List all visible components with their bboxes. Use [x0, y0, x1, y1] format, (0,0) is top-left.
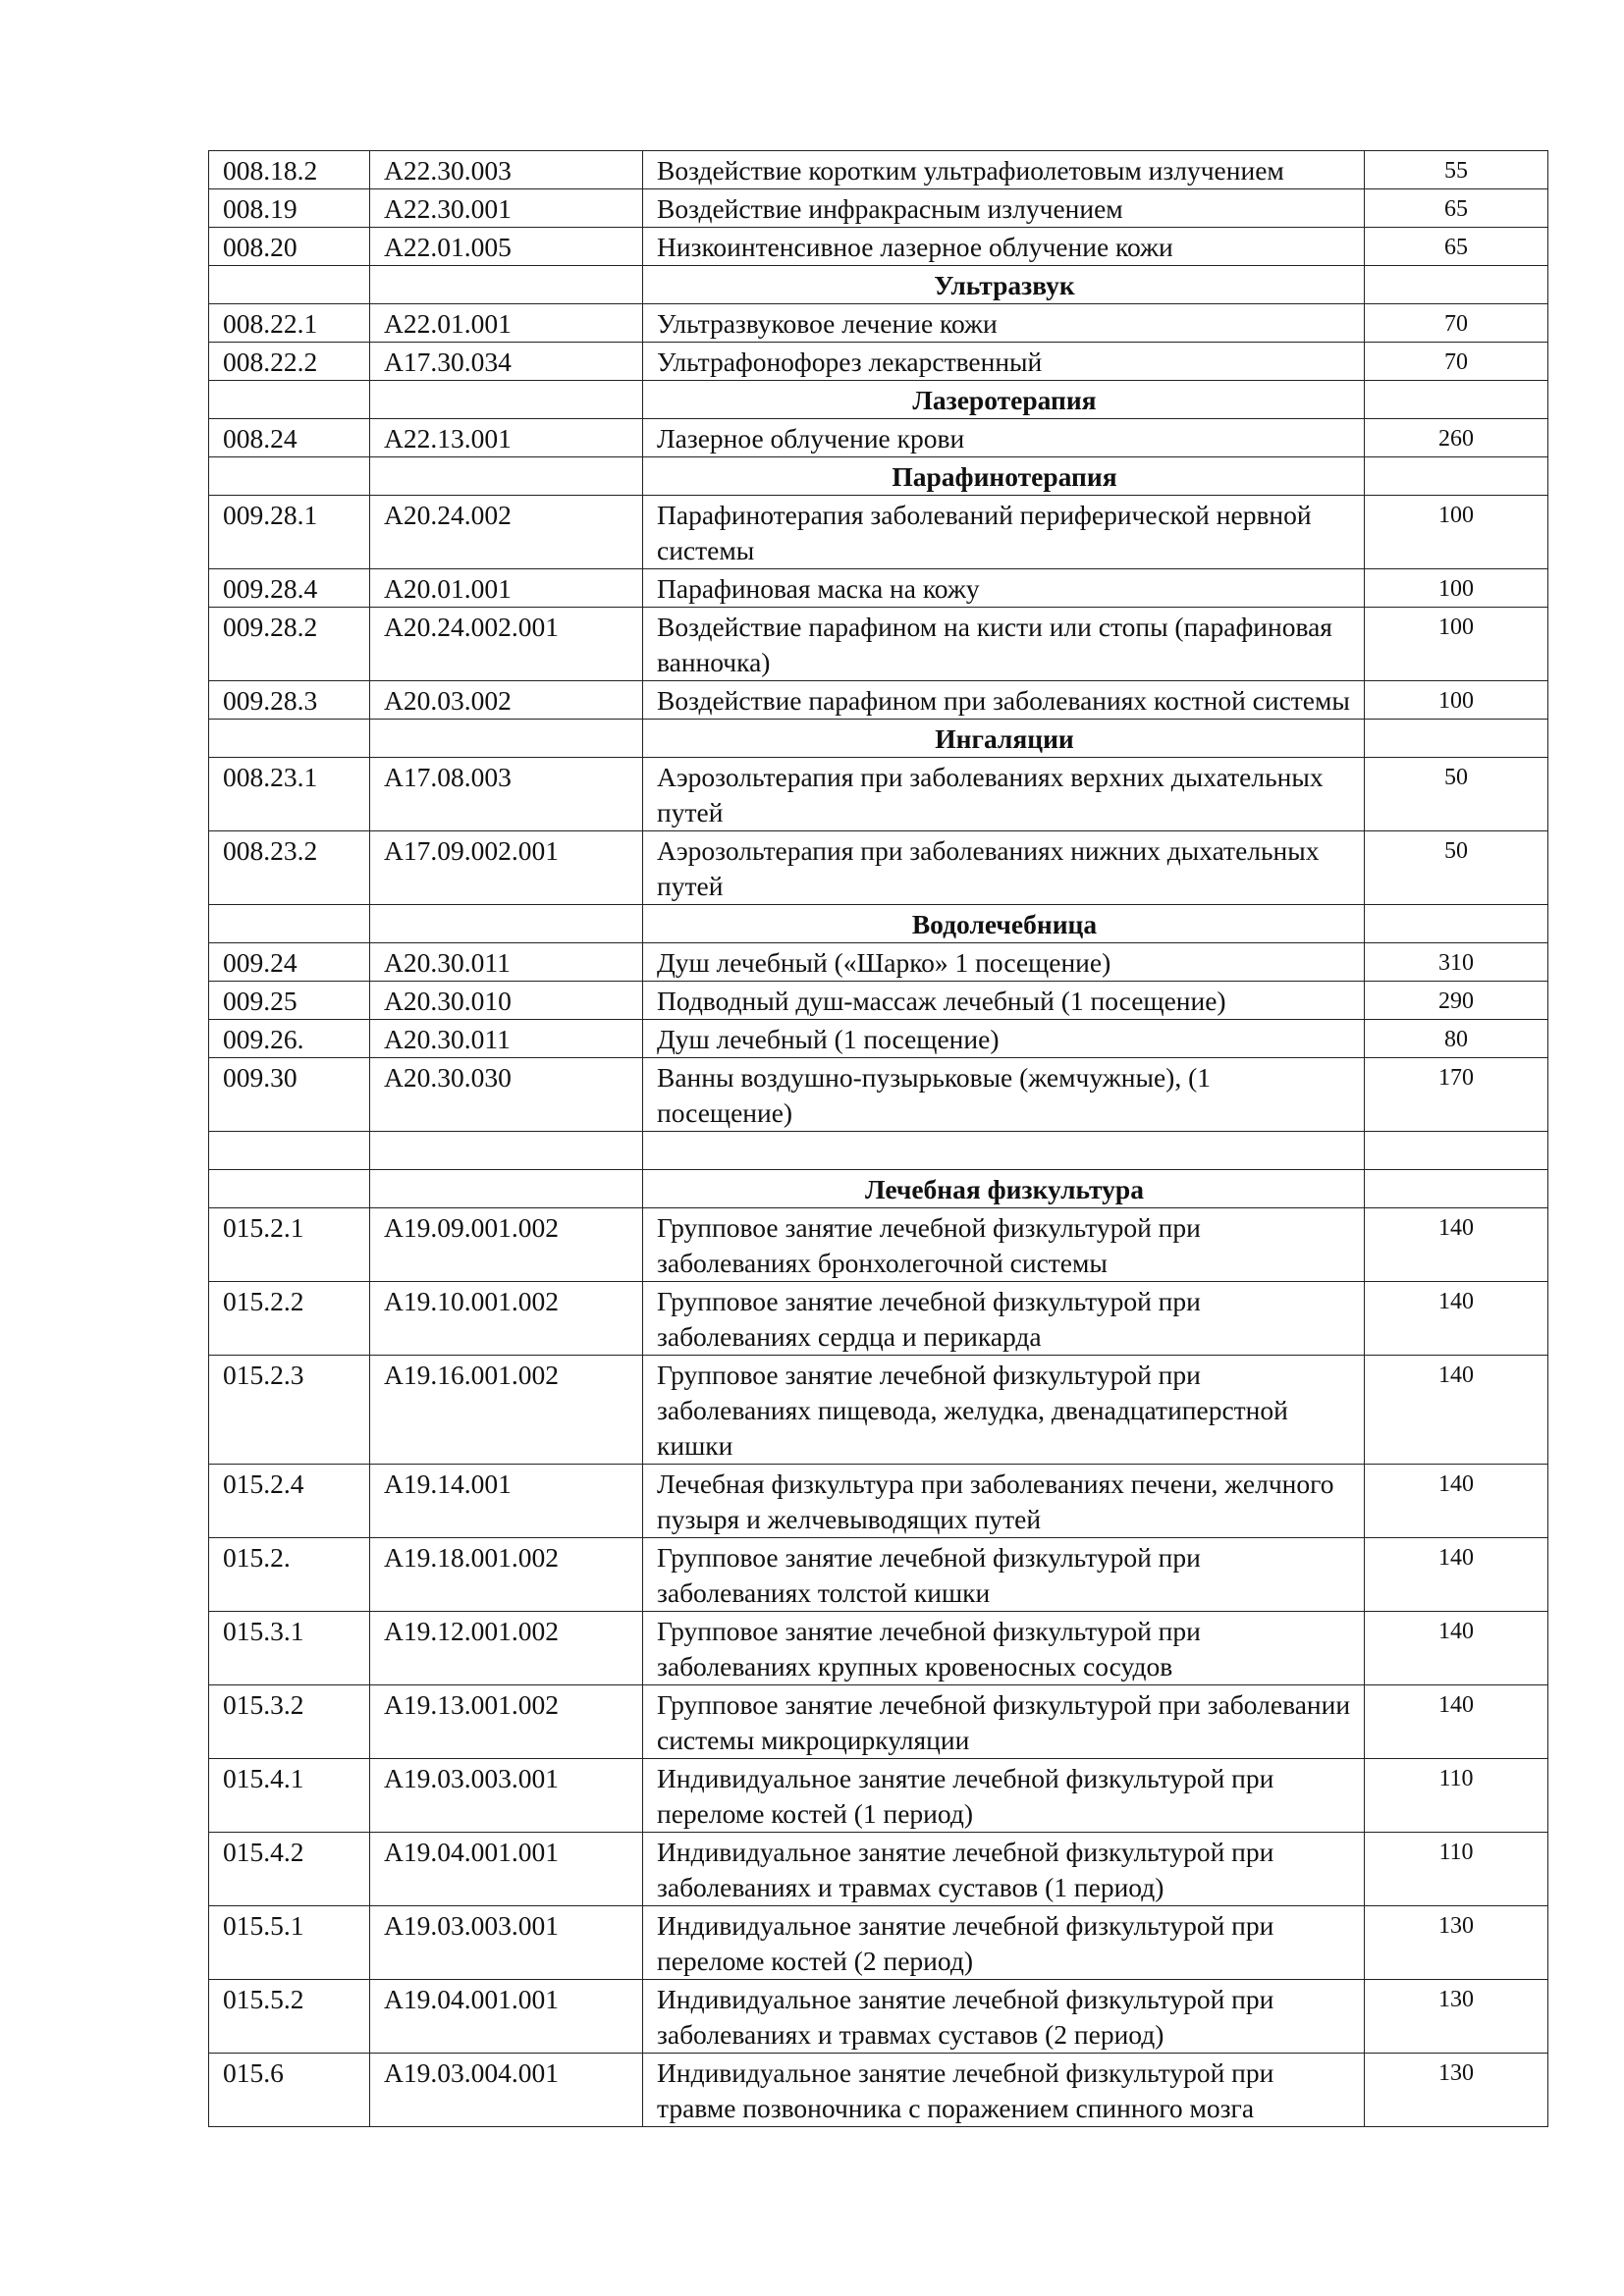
code-cell: 009.28.3 [209, 681, 370, 720]
table-row [209, 2054, 1548, 2127]
table-row [209, 831, 1548, 905]
service-name-cell: Индивидуальное занятие лечебной физкультурой при переломе костей (2 период) [643, 1906, 1365, 1980]
code-cell: 009.28.2 [209, 608, 370, 681]
service-name-cell: Индивидуальное занятие лечебной физкультурой при травме позвоночника с поражением спинного мозга [643, 2054, 1365, 2127]
code-cell: 015.4.1 [209, 1759, 370, 1833]
service-code-cell: А19.03.003.001 [370, 1759, 643, 1833]
price-cell: 140 [1365, 1538, 1548, 1612]
price-cell: 310 [1365, 943, 1548, 982]
table-row [209, 1612, 1548, 1685]
empty-cell [209, 266, 370, 304]
price-cell: 70 [1365, 304, 1548, 343]
table-row [209, 189, 1548, 228]
code-cell: 015.3.1 [209, 1612, 370, 1685]
empty-cell [370, 381, 643, 419]
service-code-cell: А19.18.001.002 [370, 1538, 643, 1612]
empty-cell [1365, 457, 1548, 496]
price-cell: 140 [1365, 1465, 1548, 1538]
service-code-cell: А19.03.004.001 [370, 2054, 643, 2127]
price-cell: 55 [1365, 151, 1548, 189]
service-code-cell: А22.13.001 [370, 419, 643, 457]
code-cell: 015.2.4 [209, 1465, 370, 1538]
service-code-cell: А20.24.002.001 [370, 608, 643, 681]
service-code-cell: А19.14.001 [370, 1465, 643, 1538]
code-cell: 015.4.2 [209, 1833, 370, 1906]
table-body [209, 151, 1548, 2127]
table-row [209, 758, 1548, 831]
service-code-cell: А20.30.011 [370, 1020, 643, 1058]
section-header-row [209, 1170, 1548, 1208]
empty-cell [370, 720, 643, 758]
price-cell: 110 [1365, 1833, 1548, 1906]
empty-cell [370, 1170, 643, 1208]
service-code-cell: А20.30.030 [370, 1058, 643, 1132]
service-name-cell: Парафиновая маска на кожу [643, 569, 1365, 608]
service-name-cell: Подводный душ-массаж лечебный (1 посещение) [643, 982, 1365, 1020]
blank-row [209, 1132, 1548, 1170]
table-row [209, 681, 1548, 720]
price-cell: 70 [1365, 343, 1548, 381]
service-name-cell: Воздействие парафином на кисти или стопы (парафиновая ванночка) [643, 608, 1365, 681]
service-code-cell: А19.16.001.002 [370, 1356, 643, 1465]
service-code-cell: А19.10.001.002 [370, 1282, 643, 1356]
price-cell: 65 [1365, 189, 1548, 228]
code-cell: 009.25 [209, 982, 370, 1020]
service-name-cell: Парафинотерапия заболеваний периферической нервной системы [643, 496, 1365, 569]
section-title: Парафинотерапия [643, 457, 1365, 496]
price-cell: 110 [1365, 1759, 1548, 1833]
code-cell: 008.18.2 [209, 151, 370, 189]
service-code-cell: А22.01.005 [370, 228, 643, 266]
code-cell: 015.2. [209, 1538, 370, 1612]
table-row [209, 1058, 1548, 1132]
service-code-cell: А22.30.003 [370, 151, 643, 189]
empty-cell [1365, 1132, 1548, 1170]
table-row [209, 1208, 1548, 1282]
service-code-cell: А17.09.002.001 [370, 831, 643, 905]
service-name-cell: Индивидуальное занятие лечебной физкультурой при переломе костей (1 период) [643, 1759, 1365, 1833]
code-cell: 015.2.1 [209, 1208, 370, 1282]
code-cell: 009.24 [209, 943, 370, 982]
code-cell: 009.28.4 [209, 569, 370, 608]
price-cell: 100 [1365, 608, 1548, 681]
section-title: Водолечебница [643, 905, 1365, 943]
price-cell: 130 [1365, 2054, 1548, 2127]
section-header-row [209, 266, 1548, 304]
price-cell: 140 [1365, 1685, 1548, 1759]
table-row [209, 1980, 1548, 2054]
empty-cell [209, 381, 370, 419]
service-name-cell: Лечебная физкультура при заболеваниях печени, желчного пузыря и желчевыводящих путей [643, 1465, 1365, 1538]
price-cell: 140 [1365, 1356, 1548, 1465]
table-row [209, 1465, 1548, 1538]
service-name-cell: Групповое занятие лечебной физкультурой при заболеваниях пищевода, желудка, двенадцатиперстной кишки [643, 1356, 1365, 1465]
price-cell: 140 [1365, 1282, 1548, 1356]
empty-cell [1365, 720, 1548, 758]
table-row [209, 1356, 1548, 1465]
empty-cell [209, 1170, 370, 1208]
service-name-cell: Аэрозольтерапия при заболеваниях нижних дыхательных путей [643, 831, 1365, 905]
price-cell: 80 [1365, 1020, 1548, 1058]
service-code-cell: А22.01.001 [370, 304, 643, 343]
table-row [209, 608, 1548, 681]
service-name-cell: Воздействие парафином при заболеваниях костной системы [643, 681, 1365, 720]
empty-cell [370, 457, 643, 496]
price-cell: 130 [1365, 1906, 1548, 1980]
empty-cell [1365, 1170, 1548, 1208]
table-row [209, 943, 1548, 982]
table-row [209, 1759, 1548, 1833]
service-code-cell: А17.30.034 [370, 343, 643, 381]
service-code-cell: А19.09.001.002 [370, 1208, 643, 1282]
empty-cell [209, 720, 370, 758]
section-header-row [209, 720, 1548, 758]
service-code-cell: А20.01.001 [370, 569, 643, 608]
section-title: Ингаляции [643, 720, 1365, 758]
code-cell: 009.30 [209, 1058, 370, 1132]
service-name-cell: Душ лечебный («Шарко» 1 посещение) [643, 943, 1365, 982]
empty-cell [1365, 266, 1548, 304]
price-cell: 260 [1365, 419, 1548, 457]
code-cell: 008.22.1 [209, 304, 370, 343]
code-cell: 008.23.1 [209, 758, 370, 831]
service-code-cell: А17.08.003 [370, 758, 643, 831]
price-cell: 140 [1365, 1208, 1548, 1282]
service-name-cell: Индивидуальное занятие лечебной физкультурой при заболеваниях и травмах суставов (2 период) [643, 1980, 1365, 2054]
price-cell: 140 [1365, 1612, 1548, 1685]
service-name-cell: Групповое занятие лечебной физкультурой при заболевании системы микроциркуляции [643, 1685, 1365, 1759]
service-code-cell: А20.03.002 [370, 681, 643, 720]
code-cell: 015.5.1 [209, 1906, 370, 1980]
table-row [209, 569, 1548, 608]
service-code-cell: А20.30.010 [370, 982, 643, 1020]
table-row [209, 419, 1548, 457]
section-title: Лечебная физкультура [643, 1170, 1365, 1208]
code-cell: 015.3.2 [209, 1685, 370, 1759]
section-header-row [209, 381, 1548, 419]
service-name-cell: Ультрафонофорез лекарственный [643, 343, 1365, 381]
price-cell: 100 [1365, 569, 1548, 608]
service-name-cell: Групповое занятие лечебной физкультурой при заболеваниях крупных кровеносных сосудов [643, 1612, 1365, 1685]
code-cell: 008.22.2 [209, 343, 370, 381]
empty-cell [209, 905, 370, 943]
service-code-cell: А19.13.001.002 [370, 1685, 643, 1759]
price-cell: 100 [1365, 681, 1548, 720]
service-name-cell: Воздействие инфракрасным излучением [643, 189, 1365, 228]
service-code-cell: А19.04.001.001 [370, 1980, 643, 2054]
code-cell: 008.24 [209, 419, 370, 457]
price-cell: 50 [1365, 758, 1548, 831]
service-name-cell: Индивидуальное занятие лечебной физкультурой при заболеваниях и травмах суставов (1 период) [643, 1833, 1365, 1906]
code-cell: 008.19 [209, 189, 370, 228]
empty-cell [209, 457, 370, 496]
price-cell: 170 [1365, 1058, 1548, 1132]
table-row [209, 496, 1548, 569]
table-row [209, 151, 1548, 189]
table-row [209, 1906, 1548, 1980]
code-cell: 015.2.2 [209, 1282, 370, 1356]
code-cell: 009.28.1 [209, 496, 370, 569]
section-title: Ультразвук [643, 266, 1365, 304]
table-row [209, 982, 1548, 1020]
price-cell: 130 [1365, 1980, 1548, 2054]
code-cell: 008.23.2 [209, 831, 370, 905]
service-name-cell: Воздействие коротким ультрафиолетовым излучением [643, 151, 1365, 189]
table-row [209, 1020, 1548, 1058]
table-row [209, 343, 1548, 381]
empty-cell [1365, 381, 1548, 419]
service-name-cell: Душ лечебный (1 посещение) [643, 1020, 1365, 1058]
service-code-cell: А20.24.002 [370, 496, 643, 569]
code-cell: 009.26. [209, 1020, 370, 1058]
code-cell: 015.6 [209, 2054, 370, 2127]
table-row [209, 228, 1548, 266]
service-name-cell: Ванны воздушно-пузырьковые (жемчужные), (1 посещение) [643, 1058, 1365, 1132]
service-name-cell: Групповое занятие лечебной физкультурой при заболеваниях сердца и перикарда [643, 1282, 1365, 1356]
service-code-cell: А19.12.001.002 [370, 1612, 643, 1685]
empty-cell [209, 1132, 370, 1170]
table-row [209, 1685, 1548, 1759]
price-table [208, 150, 1548, 2127]
empty-cell [370, 905, 643, 943]
table-row [209, 1282, 1548, 1356]
service-code-cell: А20.30.011 [370, 943, 643, 982]
section-title: Лазеротерапия [643, 381, 1365, 419]
service-name-cell: Ультразвуковое лечение кожи [643, 304, 1365, 343]
service-name-cell: Аэрозольтерапия при заболеваниях верхних дыхательных путей [643, 758, 1365, 831]
code-cell: 008.20 [209, 228, 370, 266]
price-cell: 50 [1365, 831, 1548, 905]
price-cell: 65 [1365, 228, 1548, 266]
service-name-cell: Лазерное облучение крови [643, 419, 1365, 457]
service-name-cell: Групповое занятие лечебной физкультурой при заболеваниях бронхолегочной системы [643, 1208, 1365, 1282]
service-name-cell: Низкоинтенсивное лазерное облучение кожи [643, 228, 1365, 266]
service-code-cell: А22.30.001 [370, 189, 643, 228]
table-row [209, 304, 1548, 343]
price-list-sheet [208, 150, 1547, 2127]
code-cell: 015.2.3 [209, 1356, 370, 1465]
table-row [209, 1538, 1548, 1612]
service-code-cell: А19.04.001.001 [370, 1833, 643, 1906]
price-cell: 290 [1365, 982, 1548, 1020]
service-name-cell: Групповое занятие лечебной физкультурой при заболеваниях толстой кишки [643, 1538, 1365, 1612]
section-header-row [209, 457, 1548, 496]
table-row [209, 1833, 1548, 1906]
empty-cell [370, 266, 643, 304]
service-code-cell: А19.03.003.001 [370, 1906, 643, 1980]
empty-cell [370, 1132, 643, 1170]
empty-cell [1365, 905, 1548, 943]
section-header-row [209, 905, 1548, 943]
price-cell: 100 [1365, 496, 1548, 569]
code-cell: 015.5.2 [209, 1980, 370, 2054]
empty-cell [643, 1132, 1365, 1170]
